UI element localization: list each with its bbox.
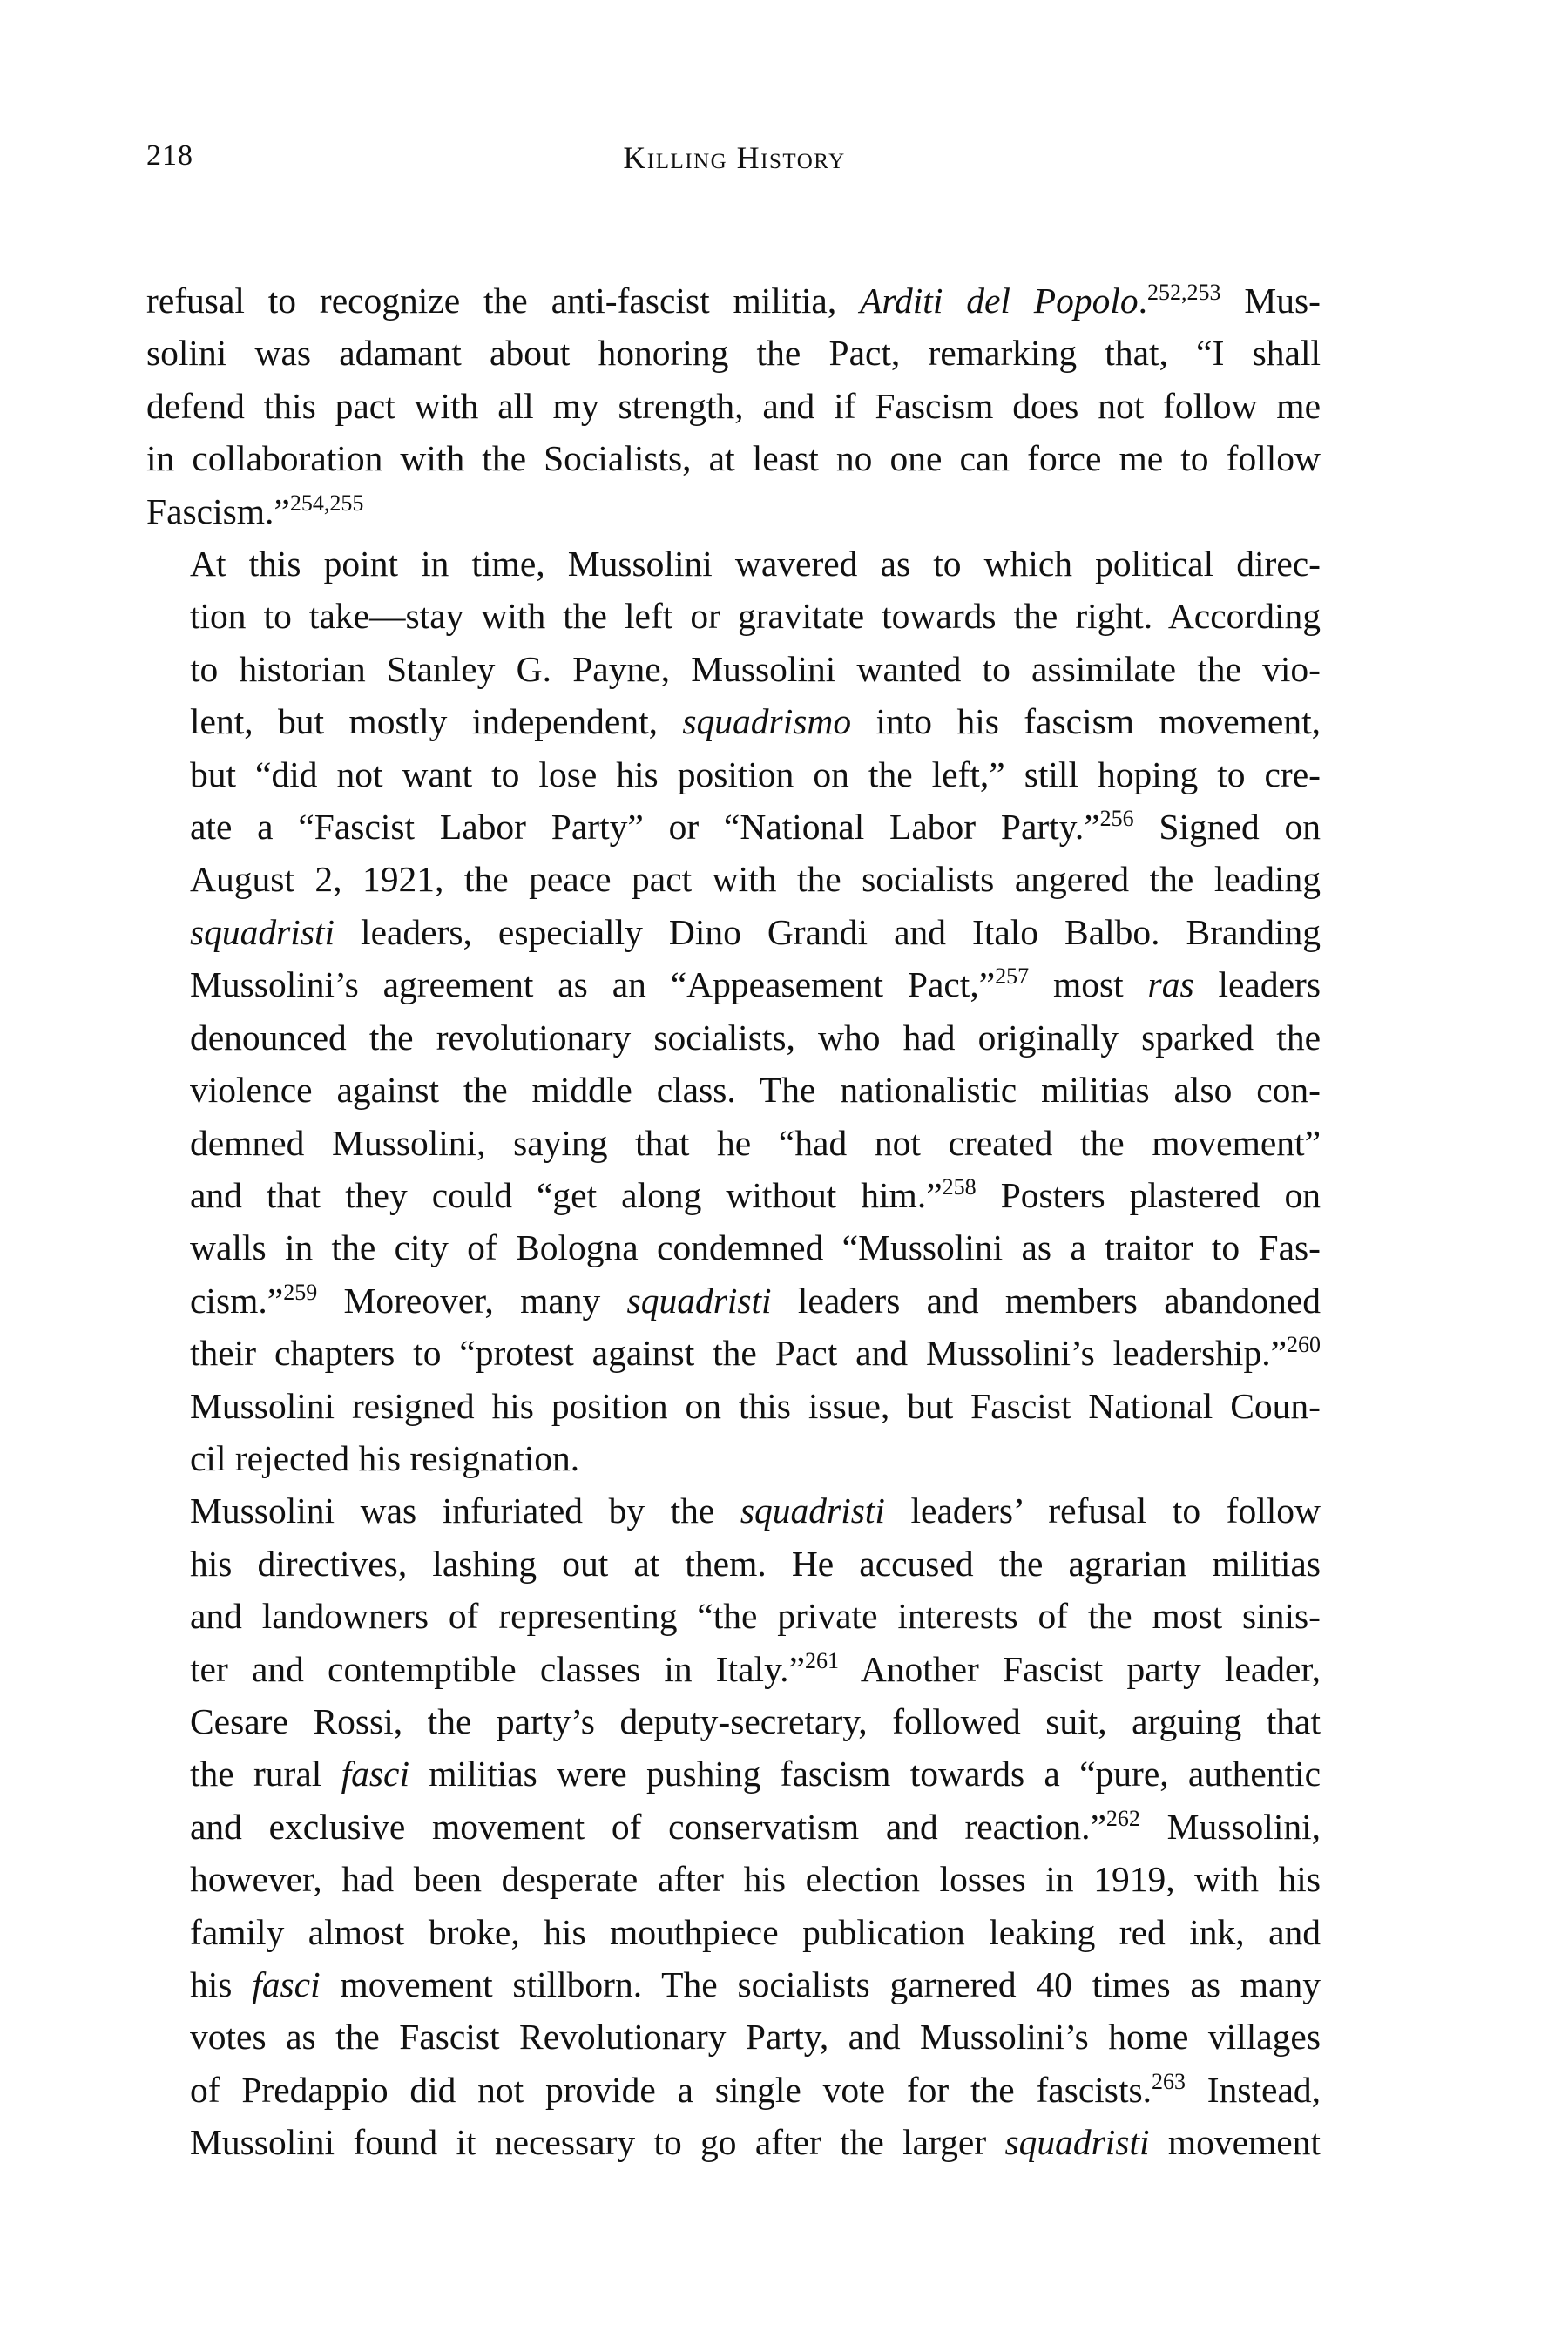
text-line	[146, 1221, 1321, 1274]
text-run: leaders and members abandoned	[771, 1280, 1321, 1321]
text-line	[146, 1117, 1321, 1169]
text-run: movement stillborn. The socialists garnered 40 times as many	[320, 1964, 1321, 2004]
text-line	[146, 1590, 1321, 1642]
text-line	[146, 1853, 1321, 1905]
text-line	[146, 1695, 1321, 1747]
text-run: lent, but mostly independent,	[190, 701, 683, 742]
text-run: leaders	[1193, 964, 1321, 1005]
text-line	[146, 958, 1321, 1010]
book-title: Killing History	[623, 140, 846, 175]
text-run: most	[1029, 964, 1148, 1005]
text-line	[146, 1538, 1321, 1590]
text-run: their chapters to “protest against the Pact and Mussolini’s leadership.”	[190, 1333, 1287, 1374]
text-run: ate a “Fascist Labor Party” or “National Labor Party.”	[190, 807, 1100, 848]
text-run: but “did not want to lose his position on the left,” still hoping to cre-	[190, 754, 1321, 794]
italic-term: squadristi	[740, 1490, 885, 1531]
text-line	[146, 590, 1321, 642]
text-line	[146, 1484, 1321, 1537]
text-run: cil rejected his resignation.	[190, 1437, 580, 1478]
text-run: demned Mussolini, saying that he “had not created the movement”	[190, 1122, 1321, 1163]
text-run: Mus-	[1220, 280, 1321, 321]
text-run: of Predappio did not provide a single vote for the fascists.	[190, 2069, 1152, 2110]
text-run: Moreover, many	[317, 1280, 627, 1321]
text-line	[146, 748, 1321, 801]
italic-term: squadristi	[1004, 2122, 1150, 2163]
text-line	[146, 1747, 1321, 1800]
text-line	[146, 906, 1321, 958]
text-line	[146, 380, 1321, 432]
text-run: and that they could “get along without him.”	[190, 1174, 943, 1215]
text-run: Cesare Rossi, the party’s deputy-secretary, followed suit, arguing that	[190, 1700, 1321, 1741]
text-run: the rural	[190, 1754, 341, 1794]
footnote-reference: 262	[1105, 1805, 1140, 1831]
paragraph	[146, 274, 1321, 537]
body-text	[146, 274, 1321, 2169]
paragraph	[146, 537, 1321, 1484]
text-run: leaders’ refusal to follow	[884, 1490, 1321, 1531]
text-run: to historian Stanley G. Payne, Mussolini wanted to assimilate the vio-	[190, 648, 1321, 689]
text-run: defend this pact with all my strength, and if Fascism does not follow me	[146, 385, 1321, 426]
text-run: leaders, especially Dino Grandi and Italo Balbo. Branding	[335, 911, 1321, 952]
footnote-reference: 254,255	[289, 490, 364, 516]
text-run: tion to take—stay with the left or gravitate towards the right. According	[190, 596, 1321, 637]
text-line	[146, 2116, 1321, 2168]
footnote-reference: 257	[995, 963, 1030, 990]
footnote-reference: 259	[283, 1279, 318, 1305]
footnote-reference: 256	[1099, 806, 1134, 832]
text-run: however, had been desperate after his election losses in 1919, with his	[190, 1859, 1321, 1900]
text-run: ter and contemptible classes in Italy.”	[190, 1648, 805, 1689]
text-line	[146, 1801, 1321, 1853]
footnote-reference: 261	[804, 1647, 839, 1673]
text-line	[146, 537, 1321, 590]
italic-term: squadristi	[190, 911, 335, 952]
running-head	[146, 139, 1322, 183]
text-run: and landowners of representing “the private interests of the most sinis-	[190, 1596, 1321, 1637]
text-run: family almost broke, his mouthpiece publication leaking red ink, and	[190, 1911, 1321, 1952]
page-number: 218	[146, 139, 193, 172]
text-run: his	[190, 1964, 253, 2004]
text-run: violence against the middle class. The nationalistic militias also con-	[190, 1070, 1321, 1111]
text-run: Mussolini,	[1139, 1806, 1321, 1847]
footnote-reference: 263	[1152, 2068, 1186, 2094]
text-line	[146, 801, 1321, 853]
text-run: At this point in time, Mussolini wavered as to which political direc-	[190, 544, 1321, 585]
italic-term: fasci	[252, 1964, 321, 2004]
text-run: in collaboration with the Socialists, at least no one can force me to follow	[146, 438, 1321, 479]
text-run: Mussolini found it necessary to go after the larger	[190, 2122, 1005, 2163]
text-line	[146, 274, 1321, 327]
text-run: Instead,	[1186, 2069, 1321, 2110]
text-line	[146, 1643, 1321, 1695]
text-run: movement	[1149, 2122, 1321, 2163]
text-line	[146, 1327, 1321, 1379]
text-run: his directives, lashing out at them. He accused the agrarian militias	[190, 1543, 1321, 1584]
text-run: Posters plastered on	[976, 1174, 1321, 1215]
text-line	[146, 853, 1321, 905]
text-line	[146, 432, 1321, 484]
text-run: Mussolini resigned his position on this issue, but Fascist National Coun-	[190, 1385, 1321, 1426]
text-line	[146, 485, 1321, 537]
text-run: into his fascism movement,	[851, 701, 1321, 742]
text-run: Another Fascist party leader,	[838, 1648, 1321, 1689]
footnote-reference: 252,253	[1147, 280, 1221, 305]
footnote-reference: 258	[942, 1173, 977, 1200]
text-run: Mussolini was infuriated by the	[190, 1490, 740, 1531]
text-line	[146, 1274, 1321, 1327]
text-run: refusal to recognize the anti-fascist militia,	[146, 280, 861, 321]
text-run: Signed on	[1133, 807, 1321, 848]
text-run: cism.”	[190, 1280, 284, 1321]
text-line	[146, 1906, 1321, 1958]
text-line	[146, 2011, 1321, 2063]
paragraph	[146, 1484, 1321, 2168]
text-run: .	[1138, 280, 1148, 321]
text-run: Mussolini’s agreement as an “Appeasement Pact,”	[190, 964, 996, 1005]
italic-term: fasci	[341, 1754, 409, 1794]
text-line	[146, 1432, 1321, 1484]
text-run: solini was adamant about honoring the Pact, remarking that, “I shall	[146, 333, 1321, 374]
text-run: walls in the city of Bologna condemned “Mussolini as a traitor to Fas-	[190, 1227, 1321, 1268]
italic-term: Arditi del Popolo	[860, 280, 1139, 321]
footnote-reference: 260	[1287, 1332, 1321, 1358]
text-run: August 2, 1921, the peace pact with the socialists angered the leading	[190, 859, 1321, 900]
text-line	[146, 1380, 1321, 1432]
text-run: Fascism.”	[146, 490, 290, 531]
text-line	[146, 1958, 1321, 2011]
text-run: militias were pushing fascism towards a “pure, authentic	[409, 1754, 1321, 1794]
italic-term: squadrismo	[682, 701, 852, 742]
text-run: and exclusive movement of conservatism and reaction.”	[190, 1806, 1106, 1847]
text-line	[146, 327, 1321, 379]
italic-term: squadristi	[626, 1280, 772, 1321]
text-line	[146, 2064, 1321, 2116]
italic-term: ras	[1147, 964, 1194, 1005]
text-line	[146, 1064, 1321, 1116]
text-run: denounced the revolutionary socialists, who had originally sparked the	[190, 1017, 1321, 1058]
text-line	[146, 643, 1321, 695]
text-run: votes as the Fascist Revolutionary Party, and Mussolini’s home villages	[190, 2017, 1321, 2058]
text-line	[146, 1011, 1321, 1064]
text-line	[146, 695, 1321, 747]
text-line	[146, 1169, 1321, 1221]
